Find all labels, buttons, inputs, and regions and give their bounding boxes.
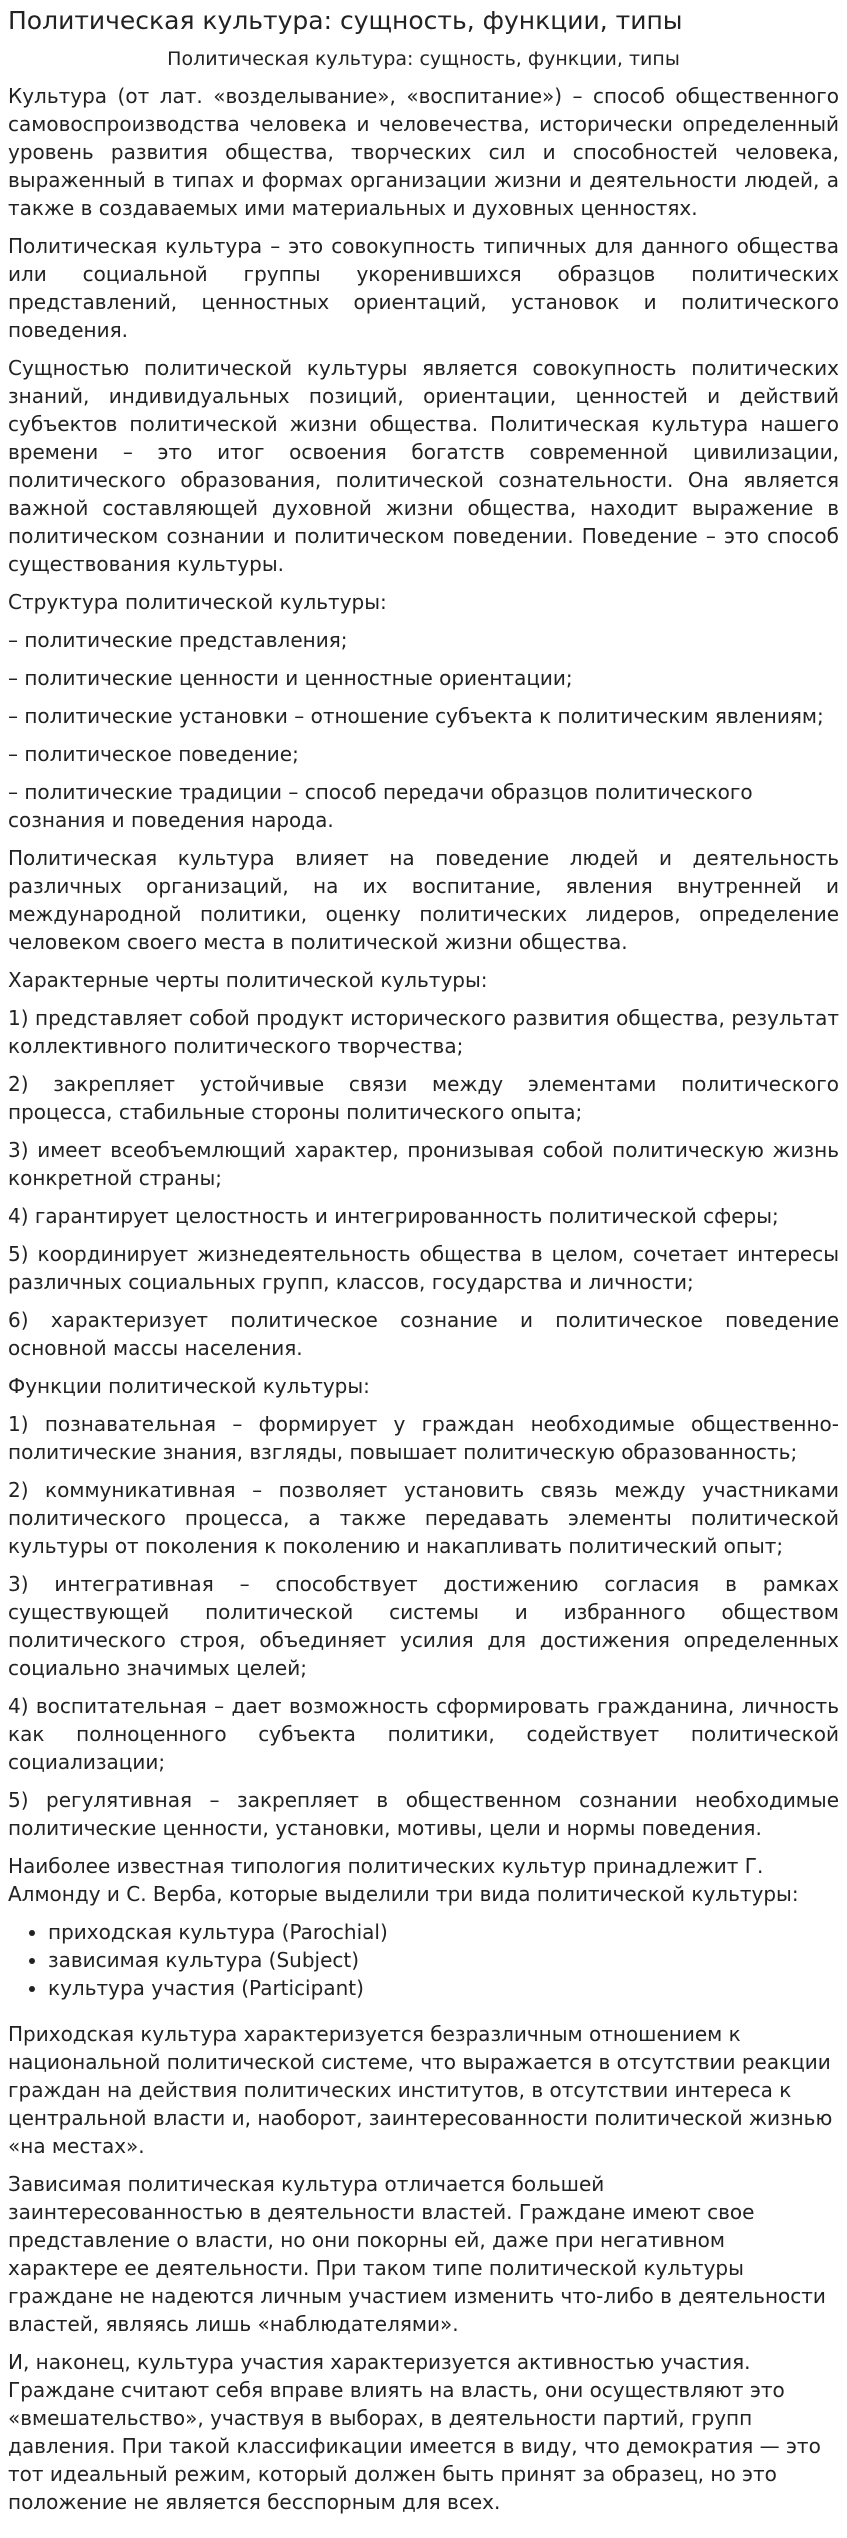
list-item: • приходская культура (Parochial) xyxy=(48,1918,839,1946)
paragraph-typology: Наиболее известная типология политических культур принадлежит Г. Алмонду и С. Верба, которые выделили три вида политической культуры: xyxy=(8,1854,799,1906)
paragraph-culture-definition: Культура (от лат. «возделывание», «воспитание») – способ общественного самовоспроизводства человека и человечества, исторически определенный уровень развития общества, творческих сил и способностей человека, выраженный в типах и формах организации жизни и деятельности людей, а также в создаваемых ими материальных и духовных ценностях. xyxy=(8,84,839,220)
list-item: • культура участия (Participant) xyxy=(48,1974,839,2002)
structure-item: – политические представления; xyxy=(8,628,348,652)
paragraph-subject: Зависимая политическая культура отличается большей заинтересованностью в деятельности властей. Граждане имеют свое представление о власти, но они покорны ей, даже при негативном характере ее деятельности. При таком типе политической культуры граждане не надеются личным участием изменить что-либо в деятельности властей, являясь лишь «наблюдателями». xyxy=(8,2172,826,2336)
trait-item: 2) закрепляет устойчивые связи между элементами политического процесса, стабильные стороны политического опыта; xyxy=(8,1072,839,1124)
trait-item: 5) координирует жизнедеятельность общества в целом, сочетает интересы различных социальных групп, классов, государства и личности; xyxy=(8,1242,839,1294)
trait-item: 1) представляет собой продукт исторического развития общества, результат коллективного политического творчества; xyxy=(8,1006,839,1058)
paragraph-parochial: Приходская культура характеризуется безразличным отношением к национальной политической системе, что выражается в отсутствии реакции граждан на действия политических институтов, в отсутствии интереса к центральной власти и, наоборот, заинтересованности политической жизнью «на местах». xyxy=(8,2022,833,2158)
article-subtitle: Политическая культура: сущность, функции, типы xyxy=(167,48,680,70)
function-item: 2) коммуникативная – позволяет установить связь между участниками политического процесса, а также передавать элементы политической культуры от поколения к поколению и накапливать политический опыт; xyxy=(8,1478,839,1558)
traits-heading: Характерные черты политической культуры: xyxy=(8,968,488,992)
function-item: 4) воспитательная – дает возможность сформировать гражданина, личность как полноценного субъекта политики, содействует политической социализации; xyxy=(8,1694,839,1774)
culture-types-list xyxy=(8,1918,839,2002)
paragraph-political-culture-definition: Политическая культура – это совокупность типичных для данного общества или социальной группы укоренившихся образцов политических представлений, ценностных ориентаций, установок и политического поведения. xyxy=(8,234,839,342)
structure-item: – политические ценности и ценностные ориентации; xyxy=(8,666,573,690)
paragraph-influence: Политическая культура влияет на поведение людей и деятельность различных организаций, на их воспитание, явления внутренней и международной политики, оценку политических лидеров, определение человеком своего места в политической жизни общества. xyxy=(8,846,839,954)
trait-item: 6) характеризует политическое сознание и политическое поведение основной массы населения. xyxy=(8,1308,839,1360)
functions-heading: Функции политической культуры: xyxy=(8,1374,370,1398)
function-item: 3) интегративная – способствует достижению согласия в рамках существующей политической системы и избранного обществом политического строя, объединяет усилия для достижения определенных социально значимых целей; xyxy=(8,1572,839,1680)
function-item: 1) познавательная – формирует у граждан необходимые общественно-политические знания, взгляды, повышает политическую образованность; xyxy=(8,1412,839,1464)
function-item: 5) регулятивная – закрепляет в общественном сознании необходимые политические ценности, установки, мотивы, цели и нормы поведения. xyxy=(8,1788,839,1840)
structure-item: – политические установки – отношение субъекта к политическим явлениям; xyxy=(8,704,824,728)
structure-item: – политическое поведение; xyxy=(8,742,299,766)
paragraph-essence: Сущностью политической культуры является совокупность политических знаний, индивидуальных позиций, ориентации, ценностей и действий субъектов политической жизни общества. Политическая культура нашего времени – это итог освоения богатств современной цивилизации, политического образования, политической сознательности. Она является важной составляющей духовной жизни общества, находит выражение в политическом сознании и политическом поведении. Поведение – это способ существования культуры. xyxy=(8,356,839,576)
trait-item: 4) гарантирует целостность и интегрированность политической сферы; xyxy=(8,1204,779,1228)
page-title: Политическая культура: сущность, функции, типы xyxy=(8,6,683,35)
structure-heading: Структура политической культуры: xyxy=(8,590,387,614)
trait-item: 3) имеет всеобъемлющий характер, пронизывая собой политическую жизнь конкретной страны; xyxy=(8,1138,839,1190)
list-item: • зависимая культура (Subject) xyxy=(48,1946,839,1974)
paragraph-participant: И, наконец, культура участия характеризуется активностью участия. Граждане считают себя вправе влиять на власть, они осуществляют это «вмешательство», участвуя в выборах, в деятельности партий, групп давления. При такой классификации имеется в виду, что демократия — это тот идеальный режим, который должен быть принят за образец, но это положение не является бесспорным для всех. xyxy=(8,2350,821,2514)
structure-item: – политические традиции – способ передачи образцов политического сознания и поведения народа. xyxy=(8,780,753,832)
